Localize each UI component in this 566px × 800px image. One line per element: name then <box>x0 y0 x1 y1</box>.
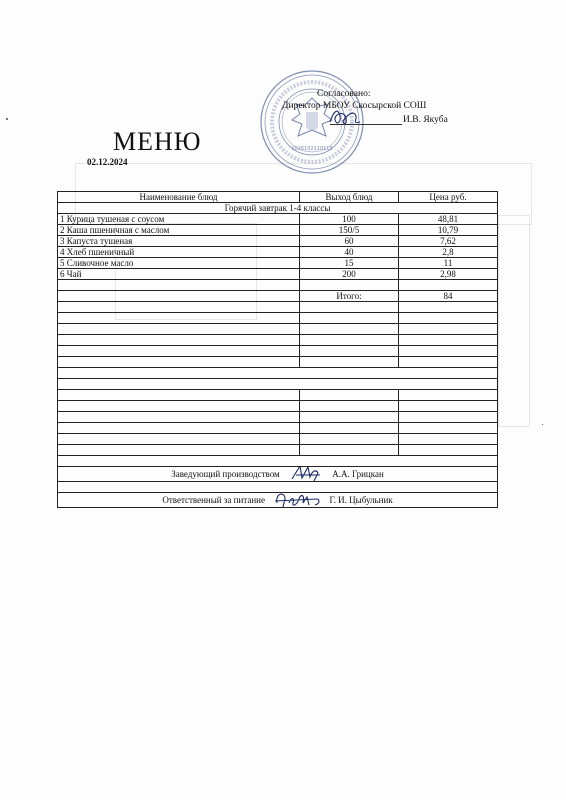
section-row <box>58 203 498 214</box>
empty-row <box>58 368 498 379</box>
empty-row <box>58 423 498 434</box>
dish-name: 5 Сливочное масло <box>58 258 300 269</box>
dish-name: 6 Чай <box>58 269 300 280</box>
total-label: Итого: <box>300 291 399 302</box>
dish-price: 7,62 <box>399 236 498 247</box>
empty-row <box>58 313 498 324</box>
table-row <box>58 269 498 280</box>
empty-row <box>58 434 498 445</box>
bleed-through-frame <box>498 215 530 427</box>
header-portion: Выход блюд <box>300 192 399 203</box>
dish-name: 4 Хлеб пшеничный <box>58 247 300 258</box>
empty-row <box>58 482 498 493</box>
menu-date: 02.12.2024 <box>87 157 128 167</box>
table-row <box>58 247 498 258</box>
approval-name: И.В. Якуба <box>403 115 448 125</box>
responsible-title: Ответственный за питание <box>162 494 265 505</box>
chef-signature-icon <box>286 467 326 482</box>
empty-row <box>58 390 498 401</box>
dish-name: 2 Каша пшеничная с маслом <box>58 225 300 236</box>
section-title: Горячий завтрак 1-4 классы <box>58 203 498 214</box>
empty-row <box>58 335 498 346</box>
empty-row <box>58 401 498 412</box>
table-row <box>58 236 498 247</box>
dish-portion: 40 <box>300 247 399 258</box>
chef-name: А.А. Грицкан <box>332 468 384 479</box>
table-row <box>58 225 498 236</box>
dish-price: 10,79 <box>399 225 498 236</box>
approval-heading: Согласовано: <box>317 89 371 99</box>
empty-row <box>58 324 498 335</box>
responsible-signature-cell <box>58 493 498 508</box>
dish-price: 2,8 <box>399 247 498 258</box>
dish-portion: 60 <box>300 236 399 247</box>
responsible-signature-icon <box>271 493 323 508</box>
scan-speck <box>6 118 8 120</box>
total-row <box>58 291 498 302</box>
empty-row <box>58 346 498 357</box>
empty-row <box>58 280 498 291</box>
dish-price: 2,98 <box>399 269 498 280</box>
dish-price: 11 <box>399 258 498 269</box>
chef-signature-row <box>58 467 498 482</box>
menu-table <box>57 191 498 508</box>
svg-text:1026102110115: 1026102110115 <box>291 146 333 152</box>
dish-portion: 200 <box>300 269 399 280</box>
header-dish-name: Наименование блюд <box>58 192 300 203</box>
dish-price: 48,81 <box>399 214 498 225</box>
empty-row <box>58 302 498 313</box>
empty-row <box>58 357 498 368</box>
empty-row <box>58 379 498 390</box>
responsible-signature-row <box>58 493 498 508</box>
table-row <box>58 214 498 225</box>
empty-row <box>58 412 498 423</box>
table-header-row <box>58 192 498 203</box>
approval-position: Директор МБОУ Скосырской СОШ <box>282 101 427 111</box>
scan-speck <box>542 424 543 425</box>
chef-title: Заведующий производством <box>171 468 280 479</box>
header-price: Цена руб. <box>399 192 498 203</box>
dish-portion: 100 <box>300 214 399 225</box>
empty-row <box>58 456 498 467</box>
signature-line <box>330 124 402 125</box>
responsible-name: Г. И. Цыбульник <box>329 494 393 505</box>
chef-signature-cell <box>58 467 498 482</box>
dish-name: 3 Капуста тушеная <box>58 236 300 247</box>
dish-name: 1 Курица тушеная с соусом <box>58 214 300 225</box>
page-title: МЕНЮ <box>113 127 202 156</box>
empty-row <box>58 445 498 456</box>
dish-portion: 15 <box>300 258 399 269</box>
total-value: 84 <box>399 291 498 302</box>
dish-portion: 150/5 <box>300 225 399 236</box>
table-row <box>58 258 498 269</box>
